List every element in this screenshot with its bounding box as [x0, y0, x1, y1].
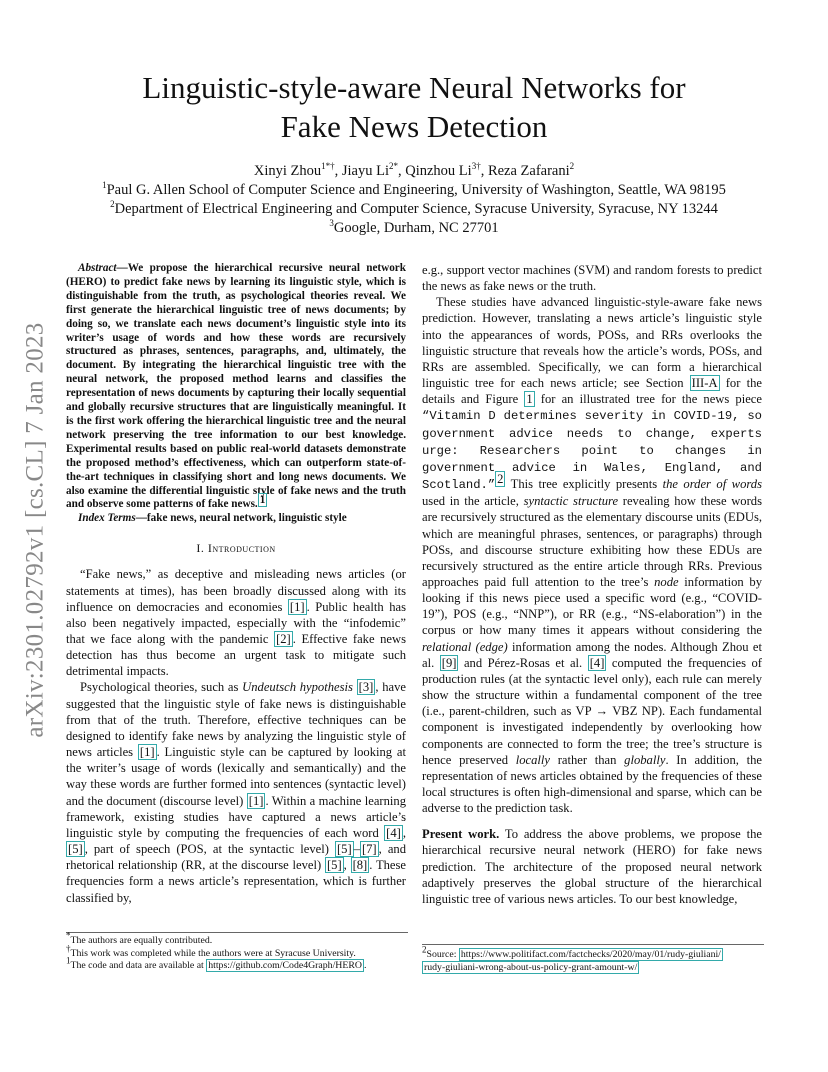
author-block	[60, 162, 768, 238]
source-link-cont[interactable]: rudy-giuliani-wrong-about-us-policy-grant-amount-w/	[424, 961, 638, 973]
news-quote: “Vitamin D determines severity in COVID-19, so government advice needs to change, experts urge: Researchers point to changes in government advice in Wales, England, and Scotland.”	[422, 409, 762, 493]
affiliation-3: $^3$Google, Durham, NC 27701	[329, 218, 499, 236]
section-reference-link[interactable]: III-A	[691, 376, 718, 391]
figure-reference-link[interactable]: 1	[526, 392, 533, 407]
right-column	[422, 262, 762, 907]
left-column	[66, 262, 406, 906]
intro-paragraph-3: These studies have advanced linguistic-style-aware fake news prediction. However, translating a news article’s linguistic style into the appearances of words, POSs, and RRs overlooks the linguistic structure that reveals how the article’s words, POSs, and RRs are assembled. Specifically, we can form a hierarchical linguistic tree for each news article; see Section III-A for the details and Figure 1 for an illustrated tree for the news piece “Vitamin D determines severity in COVID-19, so government advice needs to change, experts urge: Researchers point to changes in government advice in Wales, England, and Scotland.” $^2$ This tree explicitly presents the order of words used in the article, syntactic structure revealing how these words are recursively structured as the elementary discourse units (EDUs, which are meaningful phrases, sentences, or paragraphs) through POSs, and discourse structure exhibiting how these EDUs are recursively structured as the entire article through RRs. Previous approaches paid full attention to the tree’s node information by looking if this news piece used a specific word (e.g., “COVID-19”), POS (e.g., “NNP”), or RR (e.g., “NS-elaboration”) in the corpus or how many times it appears without considering the relational (edge) information among the nodes. Although Zhou et al. [9] and Pérez-Rosas et al. [4] computed the frequencies of production rules (at the syntactic level only), each rule can merely show the structure within a fundamental component of the tree (i.e., parent-children, such as VP → VBZ NP). Each fundamental component is investigated independently by overlooking how components are connected to form the tree; the tree’s structure is hence preserved locally rather than globally. In addition, the representation of news articles obtained by the frequencies of these local structures is often high-dimensional and sparse, which can be adverse to the prediction task.	[422, 295, 762, 816]
citation[interactable]: [9]	[441, 655, 457, 670]
citation[interactable]: [7]	[361, 842, 377, 857]
citation[interactable]: [3]	[358, 680, 374, 695]
footnote-link-1[interactable]: 1	[259, 493, 266, 506]
code-link[interactable]: https://github.com/Code4Graph/HERO	[208, 960, 362, 971]
citation[interactable]: [5]	[336, 842, 352, 857]
citation[interactable]: [5]	[68, 842, 83, 857]
footnote-1: *The authors are equally contributed.	[66, 930, 213, 946]
affiliation-2: $^2$Department of Electrical Engineering and Computer Science, Syracuse University, Syracuse, NY 13244	[110, 199, 718, 217]
intro-paragraph-2-cont: e.g., support vector machines (SVM) and random forests to predict the news as fake news or the truth.	[422, 263, 762, 294]
footnotes-left	[66, 932, 408, 973]
index-terms: Index Terms—fake news, neural network, linguistic style	[78, 512, 347, 525]
footnote-source: $^2$Source: https://www.politifact.com/factchecks/2020/may/01/rudy-giuliani/ rudy-giuliani-wrong-about-us-policy-grant-amount-w/	[422, 944, 764, 974]
citation[interactable]: [1]	[248, 793, 264, 808]
footnote-3: $^1$The code and data are available at https://github.com/Code4Graph/HERO .	[66, 955, 367, 971]
citation[interactable]: [1]	[139, 745, 155, 760]
citation[interactable]: [4]	[589, 655, 605, 670]
footnote-2: †This work was completed while the authors were at Syracuse University.	[66, 943, 356, 959]
footnote-link-2[interactable]: 2	[497, 471, 504, 486]
arxiv-stamp: arXiv:2301.02792v1 [cs.CL] 7 Jan 2023	[22, 322, 49, 738]
author-names: Xinyi Zhou$^{1*\dagger}$, Jiayu $Li^{2*}$, Qinzhou $Li^{3\dagger}$, Reza Zafarani$^2$	[253, 161, 575, 179]
intro-paragraph-2: Psychological theories, such as Undeutsch hypothesis [3] , have suggested that the linguistic style of fake news is distinguishable from that of the truth. Therefore, effective techniques can be designed to identify fake news by analyzing the linguistic style of news articles [1] . Linguistic style can be captured by looking at the writer’s usage of words (lexically and semantically) and the way these words are further formed into sentences (syntactic level) and the document (discourse level) [1] . Within a machine learning framework, existing studies have captured a news article’s linguistic style by computing the frequencies of each word [4] , [5] , part of speech (POS, at the syntactic level) [5] – [7] , and rhetorical relationship (RR, at the discourse level) [5] , [8] . These frequencies form a news article’s representation, which is further classified by,	[66, 680, 407, 905]
affiliation-1: $^1$Paul G. Allen School of Computer Science and Engineering, University of Washington, Seattle, WA 98195	[102, 180, 726, 198]
citation[interactable]: [5]	[326, 858, 342, 873]
paper-title: Linguistic-style-aware Neural Networks for Fake News Detection	[142, 70, 686, 144]
citation[interactable]: [4]	[386, 825, 401, 840]
intro-paragraph-1: “Fake news,” as deceptive and misleading news articles (or statements at times), has been broadly discussed along with its influence on democracies and economies [1] . Public health has also been negatively impacted, especially with the “infodemic” that we face along with the pandemic [2] . Effective fake news detection has thus become an urgent task to mitigate such detrimental impacts.	[66, 567, 406, 679]
citation[interactable]: [8]	[352, 858, 368, 873]
abstract: Abstract—We propose the hierarchical recursive neural network (HERO) to predict fake news by learning its linguistic style, which is distinguishable from the truth, as psychological theories reveal. We first generate the hierarchical linguistic tree of news documents; by doing so, we translate each news document’s linguistic style into its writer’s usage of words and how these words are recursively structured as phrases, sentences, paragraphs, and, ultimately, the document. By integrating the hierarchical linguistic tree with the neural network, the proposed method learns and classifies the representation of news documents by capturing their locally sequential and globally recursive structures that are linguistically meaningful. It is the first work offering the hierarchical linguistic tree and the neural network preserving the tree information to our best knowledge. Experimental results based on public real-world datasets demonstrate the proposed method’s effectiveness, which can outperform state-of-the-art techniques in classifying short and long news documents. We also examine the differential linguistic style of fake news and the truth and observe some patterns of fake news. $^1$	[66, 262, 406, 511]
citation[interactable]: [2]	[276, 632, 291, 646]
present-work-paragraph: Present work. To address the above problems, we propose the hierarchical recursive neural network (HERO) for fake news prediction. The architecture of the proposed neural network adaptively preserves the global structure of the hierarchical linguistic tree of various news articles. To our best knowledge,	[422, 827, 762, 906]
citation[interactable]: [1]	[289, 599, 305, 614]
source-link[interactable]: https://www.politifact.com/factchecks/2020/may/01/rudy-giuliani/	[460, 949, 721, 960]
section-heading-introduction: I. Introduction	[196, 541, 276, 556]
